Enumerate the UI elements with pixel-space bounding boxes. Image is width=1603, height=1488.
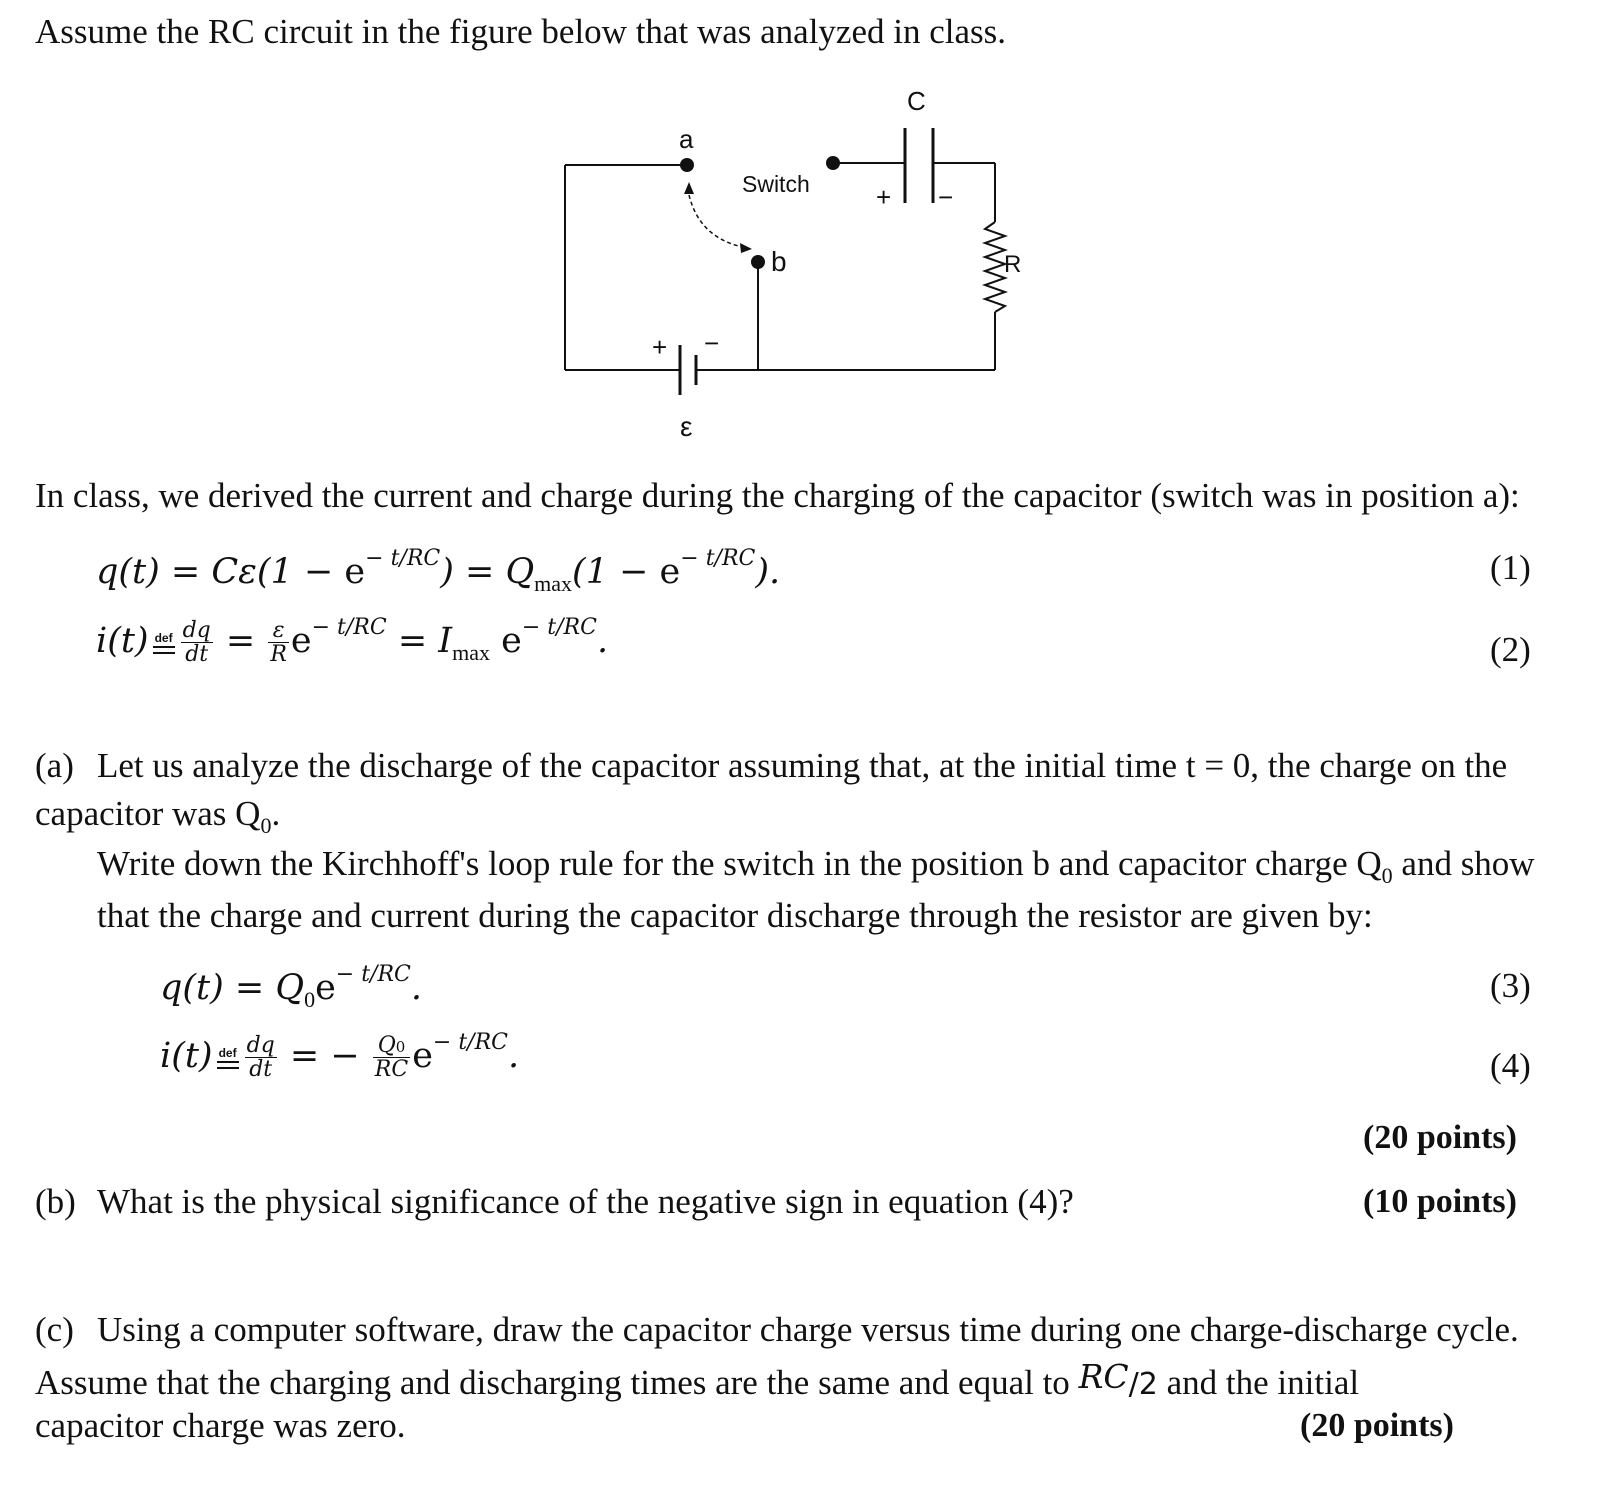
label-emf: ε: [680, 411, 693, 442]
capacitor-plus: +: [876, 182, 892, 212]
battery-minus: −: [704, 328, 720, 358]
part-c-line2a: Assume that the charging and discharging times are the same and equal to: [35, 1363, 1070, 1402]
part-c-line3: capacitor charge was zero.: [35, 1406, 406, 1445]
part-c-line1: Using a computer software, draw the capacitor charge versus time during one charge-discharge cycle.: [97, 1310, 1519, 1349]
node-a: [680, 158, 694, 172]
part-a-label: (a): [35, 746, 74, 785]
part-a-line3: Write down the Kirchhoff's loop rule for the switch in the position b and capacitor charge $Q_0$ and show: [97, 844, 1535, 888]
equation-4-number: (4): [1490, 1046, 1531, 1085]
part-a-line3-text: Write down the Kirchhoff's loop rule for the switch in the position b and capacitor charge Q: [97, 844, 1382, 883]
equation-2: i(t) def $\frac{dq}{dt}$ = $\frac{\varepsilon}{R}$ $e^{- t/RC} = I_{max}$ $e^{- t/RC}$.: [96, 615, 609, 667]
part-a-line2: capacitor was $Q_0$.: [35, 794, 281, 838]
equation-4: i(t) def $\frac{dq}{dt}$ = − $\frac{Q0}{RC}$ $e^{- t/RC}$.: [160, 1030, 520, 1082]
equation-1-number: (1): [1490, 548, 1531, 587]
label-b: b: [771, 246, 787, 277]
equation-3-number: (3): [1490, 966, 1531, 1005]
equation-2-number: (2): [1490, 630, 1531, 669]
label-r: R: [1004, 251, 1022, 278]
derivation-text: In class, we derived the current and charge during the charging of the capacitor (switch was in position a):: [35, 476, 1520, 515]
part-a-points: (20 points): [1363, 1119, 1517, 1156]
part-c-line2: Assume that the charging and discharging times are the same and equal to RC/2 and the initial: [35, 1357, 1360, 1402]
intro-text: Assume the RC circuit in the figure below that was analyzed in class.: [35, 12, 1006, 51]
rc-circuit-diagram: [0, 70, 1603, 530]
part-b-points: (10 points): [1363, 1183, 1517, 1220]
part-c-label: (c): [35, 1310, 74, 1349]
node-switch: [826, 156, 840, 170]
part-a-line4: that the charge and current during the capacitor discharge through the resistor are given by:: [97, 896, 1373, 935]
capacitor-minus: −: [938, 182, 954, 212]
battery-plus: +: [652, 332, 668, 362]
part-b-text: What is the physical significance of the negative sign in equation (4)?: [97, 1182, 1074, 1221]
label-a: a: [679, 124, 694, 154]
capacitor-symbol: [905, 128, 933, 203]
label-c: C: [907, 86, 926, 116]
switch-arc: [689, 195, 748, 248]
battery-symbol: [680, 345, 696, 395]
part-b-label: (b): [35, 1182, 76, 1221]
arrow-right-icon: [740, 243, 752, 253]
arrow-up-icon: [684, 182, 694, 194]
part-a-line2-text: capacitor was Q: [35, 794, 261, 833]
resistor-symbol: [985, 222, 1005, 312]
part-c-points: (20 points): [1300, 1407, 1454, 1444]
part-a-line3-end: and show: [1401, 844, 1535, 883]
equation-3: $q(t) = Q_0e^{- t/RC}$.: [160, 962, 422, 1012]
node-b: [751, 255, 765, 269]
label-switch: Switch: [742, 171, 810, 197]
equation-1: $q(t) = C\varepsilon(1 - e^{- t/RC}) = Q_{max}(1 - e^{- t/RC})$.: [96, 546, 781, 596]
part-a-line1: Let us analyze the discharge of the capacitor assuming that, at the initial time t = 0, the charge on the: [97, 746, 1508, 785]
part-c-line2b: and the initial: [1166, 1363, 1360, 1402]
